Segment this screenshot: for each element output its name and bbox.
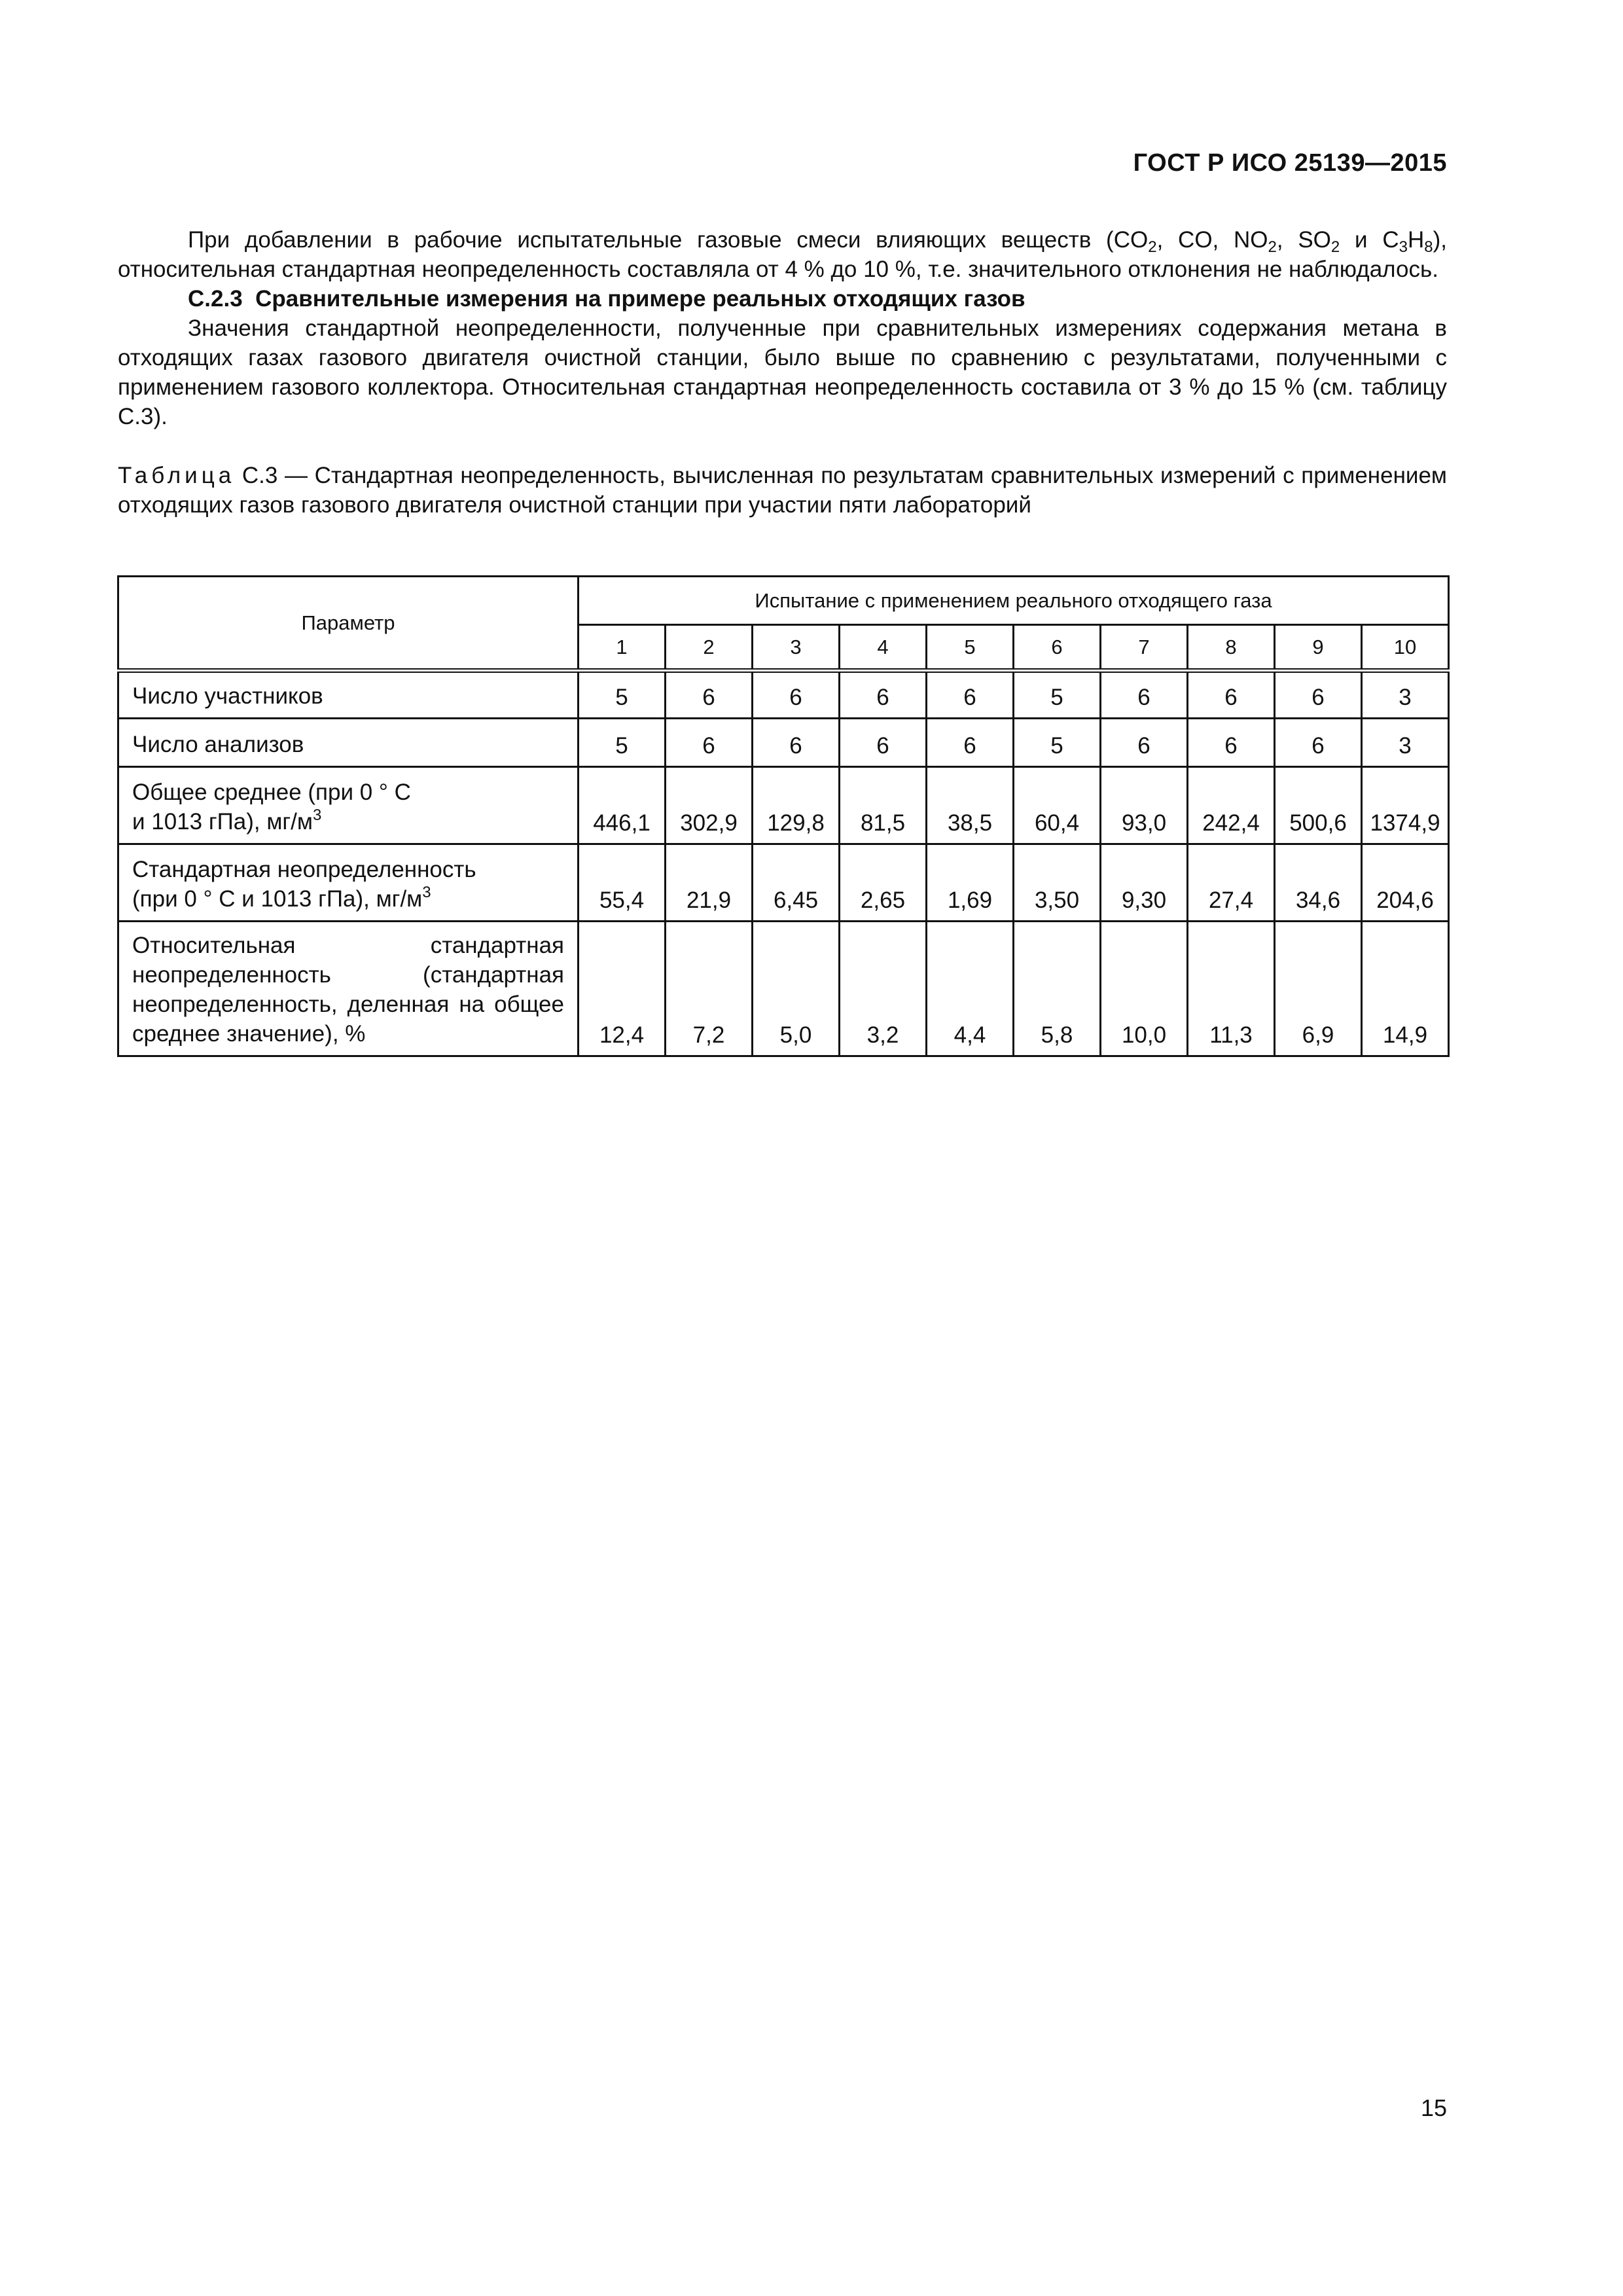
body-text — [118, 225, 1447, 520]
test-group-header: Испытание с применением реального отходящего газа — [579, 577, 1449, 625]
table-row — [118, 767, 1449, 844]
test-number: 6 — [1014, 625, 1101, 671]
cell: 302,9 — [666, 767, 753, 844]
cell: 3 — [1362, 719, 1449, 767]
cell: 9,30 — [1101, 844, 1188, 922]
test-number: 8 — [1188, 625, 1275, 671]
cell: 2,65 — [840, 844, 927, 922]
cell: 6 — [927, 719, 1014, 767]
cell: 6 — [1275, 719, 1362, 767]
cell: 21,9 — [666, 844, 753, 922]
cell: 55,4 — [579, 844, 666, 922]
cell: 6 — [1101, 671, 1188, 719]
cell: 5 — [1014, 719, 1101, 767]
test-number: 3 — [753, 625, 840, 671]
cell: 27,4 — [1188, 844, 1275, 922]
cell: 60,4 — [1014, 767, 1101, 844]
cell: 6 — [1188, 671, 1275, 719]
cell: 204,6 — [1362, 844, 1449, 922]
test-number: 10 — [1362, 625, 1449, 671]
cell: 5,8 — [1014, 922, 1101, 1056]
uncertainty-table — [117, 575, 1450, 1057]
cell: 6,45 — [753, 844, 840, 922]
cell: 446,1 — [579, 767, 666, 844]
test-number: 4 — [840, 625, 927, 671]
table-row — [118, 844, 1449, 922]
cell: 14,9 — [1362, 922, 1449, 1056]
test-number: 9 — [1275, 625, 1362, 671]
table-row — [118, 922, 1449, 1056]
page-number: 15 — [1420, 2094, 1447, 2121]
row-label: Число участников — [118, 671, 579, 719]
cell: 1374,9 — [1362, 767, 1449, 844]
cell: 11,3 — [1188, 922, 1275, 1056]
test-number: 2 — [666, 625, 753, 671]
cell: 93,0 — [1101, 767, 1188, 844]
paragraph-comparative-measurements: Значения стандартной неопределенности, полученные при сравнительных измерениях содержания метана в отходящих газах газового двигателя очистной станции, было выше по сравнению с результатами, полученными с применением газового коллектора. Относительная стандартная неопределенность составила от 3 % до 15 % (см. таблицу С.3). — [118, 315, 1447, 429]
cell: 6 — [927, 671, 1014, 719]
table-caption: Таблица С.3 — Стандартная неопределенность, вычисленная по результатам сравнительных измерений с применением отходящих газов газового двигателя очистной станции при участии пяти лабораторий — [118, 463, 1447, 518]
cell: 10,0 — [1101, 922, 1188, 1056]
cell: 38,5 — [927, 767, 1014, 844]
cell: 3,2 — [840, 922, 927, 1056]
cell: 6 — [840, 719, 927, 767]
cell: 6 — [1275, 671, 1362, 719]
param-header: Параметр — [118, 577, 579, 671]
row-label: Стандартная неопределенность (при 0 ° С и 1013 гПа), $мг/м^3$ — [118, 844, 579, 922]
cell: 5 — [579, 671, 666, 719]
row-label: Общее среднее (при 0 ° С и 1013 гПа), $мг/м^3$ — [118, 767, 579, 844]
table-row — [118, 671, 1449, 719]
cell: 6 — [840, 671, 927, 719]
section-heading: С.2.3 Сравнительные измерения на примере реальных отходящих газов — [188, 286, 1026, 312]
paragraph-influencing-substances: При добавлении в рабочие испытательные газовые смеси влияющих веществ ($CO_2$, CO, $NO_2$, $SO_2$ и $C_3H_8$), относительная стандартная неопределенность составляла от 4 % до 10 %, т.е. значительного отклонения не наблюдалось. — [118, 227, 1447, 282]
cell: 500,6 — [1275, 767, 1362, 844]
table-row — [118, 719, 1449, 767]
document-code: ГОСТ Р ИСО 25139—2015 — [1133, 149, 1447, 177]
cell: 34,6 — [1275, 844, 1362, 922]
cell: 6 — [666, 671, 753, 719]
cell: 6 — [666, 719, 753, 767]
cell: 6 — [753, 671, 840, 719]
cell: 5,0 — [753, 922, 840, 1056]
cell: 3 — [1362, 671, 1449, 719]
cell: 5 — [1014, 671, 1101, 719]
cell: 6 — [753, 719, 840, 767]
cell: 4,4 — [927, 922, 1014, 1056]
cell: 6 — [1188, 719, 1275, 767]
test-number: 7 — [1101, 625, 1188, 671]
test-number: 5 — [927, 625, 1014, 671]
row-label: Относительная стандартная неопределенность (стандартная неопределенность, деленная на общее среднее значение), % — [118, 922, 579, 1056]
cell: 5 — [579, 719, 666, 767]
cell: 129,8 — [753, 767, 840, 844]
cell: 6 — [1101, 719, 1188, 767]
cell: 3,50 — [1014, 844, 1101, 922]
cell: 6,9 — [1275, 922, 1362, 1056]
cell: 81,5 — [840, 767, 927, 844]
cell: 12,4 — [579, 922, 666, 1056]
cell: 242,4 — [1188, 767, 1275, 844]
row-label: Число анализов — [118, 719, 579, 767]
cell: 1,69 — [927, 844, 1014, 922]
test-number: 1 — [579, 625, 666, 671]
cell: 7,2 — [666, 922, 753, 1056]
